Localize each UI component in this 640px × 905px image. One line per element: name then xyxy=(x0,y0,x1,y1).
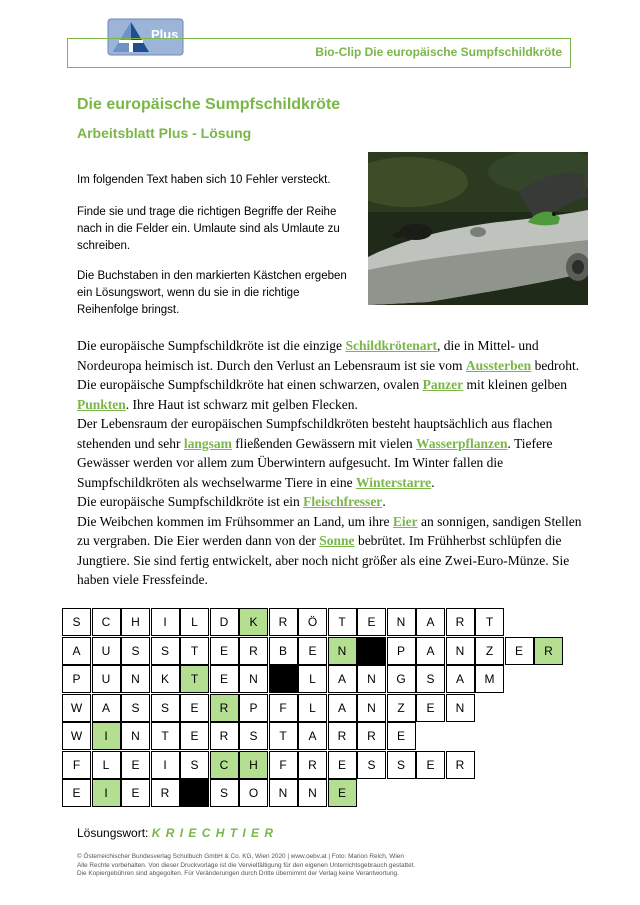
header-bar xyxy=(67,38,571,68)
grid-cell: A xyxy=(328,694,357,722)
grid-cell: R xyxy=(239,637,268,665)
grid-cell: I xyxy=(92,779,121,807)
grid-separator-cell xyxy=(180,779,209,807)
grid-cell: R xyxy=(357,722,386,750)
intro-paragraph-2: Finde sie und trage die richtigen Begriffe der Reihe nach in die Felder ein. Umlaute sind als Umlaute zu schreiben. xyxy=(77,206,340,252)
page-title: Die europäische Sumpfschildkröte xyxy=(77,96,341,113)
footer-line: © Österreichischer Bundesverlag Schulbuch GmbH & Co. KG, Wien 2020 | www.oebv.at | Foto: Marion Reich, Wien xyxy=(77,853,404,860)
story-segment: Die europäische Sumpfschildkröte ist ein xyxy=(77,494,304,509)
grid-cell: S xyxy=(180,751,209,779)
grid-cell: S xyxy=(121,694,150,722)
answer-word: Aussterben xyxy=(465,357,532,373)
grid-cell: C xyxy=(92,608,121,636)
turtle-frog-photo xyxy=(368,152,588,305)
answer-word: Sonne xyxy=(319,533,355,548)
solution-line xyxy=(77,826,274,840)
grid-cell: R xyxy=(534,637,563,665)
grid-cell: C xyxy=(210,751,239,779)
grid-cell: Ö xyxy=(298,608,327,636)
answer-word: langsam xyxy=(183,435,232,451)
grid-cell: S xyxy=(62,608,91,636)
grid-cell: S xyxy=(121,637,150,665)
grid-cell: H xyxy=(239,751,268,779)
grid-cell: A xyxy=(416,608,445,636)
grid-cell: P xyxy=(387,637,416,665)
answer-word: Wasserpflanzen xyxy=(415,435,508,451)
answer-word: Panzer xyxy=(422,377,464,392)
grid-cell: A xyxy=(328,665,357,693)
story-segment: bebrütet. Im Frühherbst schlüpfen die Jungtiere. Sie sind fertig entwickelt, aber noch nicht größer als eine Zwei-Euro-Münze. Sie haben viele Fressfeinde. xyxy=(77,533,570,587)
grid-cell: S xyxy=(416,665,445,693)
grid-cell: K xyxy=(151,665,180,693)
grid-cell: M xyxy=(475,665,504,693)
grid-cell: F xyxy=(269,751,298,779)
grid-cell: E xyxy=(210,637,239,665)
grid-cell: T xyxy=(180,637,209,665)
grid-cell: E xyxy=(357,608,386,636)
answer-word: Winterstarre xyxy=(355,474,432,490)
grid-cell: Z xyxy=(475,637,504,665)
grid-separator-cell xyxy=(357,637,386,665)
grid-cell: F xyxy=(269,694,298,722)
grid-cell: I xyxy=(151,608,180,636)
story-segment: an sonnigen, sandigen Stellen zu vergraben. Die Eier werden dann von der xyxy=(77,513,582,548)
grid-cell: F xyxy=(62,751,91,779)
grid-cell: E xyxy=(180,694,209,722)
logo-text: Plus xyxy=(151,27,179,42)
grid-cell: E xyxy=(62,779,91,807)
grid-cell: S xyxy=(151,637,180,665)
grid-cell: N xyxy=(446,637,475,665)
grid-cell: T xyxy=(475,608,504,636)
grid-cell: L xyxy=(92,751,121,779)
grid-cell: S xyxy=(357,751,386,779)
story-segment: Der Lebensraum der europäischen Sumpfschildkröten besteht hauptsächlich aus flachen stehenden und sehr xyxy=(77,416,553,451)
solution-label: Lösungswort: xyxy=(77,826,149,840)
grid-cell: R xyxy=(328,722,357,750)
grid-cell: P xyxy=(239,694,268,722)
story-segment: . xyxy=(382,494,386,509)
grid-cell: E xyxy=(328,779,357,807)
grid-cell: E xyxy=(416,694,445,722)
grid-cell: I xyxy=(92,722,121,750)
clip-title: Bio-Clip Die europäische Sumpfschildkröte xyxy=(315,45,562,59)
answer-word: Schildkrötenart xyxy=(345,338,437,353)
grid-cell: A xyxy=(298,722,327,750)
grid-cell: R xyxy=(151,779,180,807)
grid-cell: S xyxy=(151,694,180,722)
grid-cell: W xyxy=(62,722,91,750)
grid-cell: E xyxy=(416,751,445,779)
grid-cell: E xyxy=(328,751,357,779)
grid-cell: R xyxy=(210,694,239,722)
page-subtitle: Arbeitsblatt Plus - Lösung xyxy=(77,125,252,141)
grid-cell: N xyxy=(357,694,386,722)
grid-cell: G xyxy=(387,665,416,693)
grid-cell: S xyxy=(239,722,268,750)
solution-word: K R I E C H T I E R xyxy=(151,826,275,840)
grid-cell: E xyxy=(121,779,150,807)
grid-cell: L xyxy=(180,608,209,636)
grid-cell: N xyxy=(269,779,298,807)
grid-cell: A xyxy=(62,637,91,665)
grid-cell: Z xyxy=(387,694,416,722)
grid-cell: T xyxy=(328,608,357,636)
story-segment: fließenden Gewässern mit vielen xyxy=(231,435,416,451)
answer-word: Fleischfresser xyxy=(303,494,383,509)
grid-cell: T xyxy=(269,722,298,750)
grid-cell: W xyxy=(62,694,91,722)
story-text xyxy=(77,336,582,590)
grid-cell: O xyxy=(239,779,268,807)
grid-cell: T xyxy=(151,722,180,750)
grid-cell: E xyxy=(298,637,327,665)
intro-paragraph-1: Im folgenden Text haben sich 10 Fehler versteckt. xyxy=(77,174,331,186)
grid-cell: S xyxy=(210,779,239,807)
grid-cell: R xyxy=(446,751,475,779)
grid-cell: R xyxy=(269,608,298,636)
grid-cell: P xyxy=(62,665,91,693)
grid-cell: R xyxy=(210,722,239,750)
story-segment: . xyxy=(431,474,435,490)
grid-cell: D xyxy=(210,608,239,636)
grid-cell: E xyxy=(180,722,209,750)
story-segment: Die europäische Sumpfschildkröte ist die einzige xyxy=(77,338,346,353)
grid-cell: U xyxy=(92,637,121,665)
story-segment: , die in Mittel- und Nordeuropa heimisch ist. Durch den Verlust an Lebensraum ist sie vom xyxy=(77,338,539,373)
answer-word: Punkten xyxy=(77,396,126,412)
grid-separator-cell xyxy=(269,665,298,693)
grid-cell: A xyxy=(92,694,121,722)
story-segment: . Tiefere Gewässer werden vor allem zum Überwintern aufgesucht. Im Winter fallen die Sumpfschildkröten als wechselwarme Tiere in eine xyxy=(77,435,553,490)
grid-cell: N xyxy=(298,779,327,807)
grid-cell: N xyxy=(328,637,357,665)
grid-cell: N xyxy=(121,665,150,693)
story-segment: Die Weibchen kommen im Frühsommer an Land, um ihre xyxy=(77,513,393,529)
grid-cell: R xyxy=(298,751,327,779)
grid-cell: N xyxy=(446,694,475,722)
grid-cell: I xyxy=(151,751,180,779)
intro-paragraph-3: Die Buchstaben in den markierten Kästchen ergeben ein Lösungswort, wenn du sie in die richtige Reihenfolge bringst. xyxy=(77,270,347,316)
footer-line: Die Kopiergebühren sind abgegolten. Für Veränderungen durch Dritte übernimmt der Verlag keine Verantwortung. xyxy=(77,870,399,877)
copyright-footer xyxy=(77,853,437,879)
story-segment: bedroht. Die europäische Sumpfschildkröte hat einen schwarzen, ovalen xyxy=(77,357,580,392)
grid-cell: H xyxy=(121,608,150,636)
footer-line: Alle Rechte vorbehalten. Von dieser Druckvorlage ist die Vervielfältigung für den eigenen Unterrichtsgebrauch gestattet. xyxy=(77,861,416,869)
grid-cell: N xyxy=(357,665,386,693)
grid-cell: T xyxy=(180,665,209,693)
grid-cell: E xyxy=(210,665,239,693)
grid-cell: E xyxy=(121,751,150,779)
grid-cell: B xyxy=(269,637,298,665)
grid-cell: L xyxy=(298,665,327,693)
grid-cell: U xyxy=(92,665,121,693)
grid-cell: E xyxy=(505,637,534,665)
answer-word: Eier xyxy=(392,513,418,529)
grid-cell: N xyxy=(239,665,268,693)
grid-cell: N xyxy=(387,608,416,636)
grid-cell: N xyxy=(121,722,150,750)
grid-cell: K xyxy=(239,608,268,636)
story-segment: mit kleinen gelben xyxy=(463,377,567,392)
grid-cell: E xyxy=(387,722,416,750)
grid-cell: L xyxy=(298,694,327,722)
grid-cell: R xyxy=(446,608,475,636)
grid-cell: A xyxy=(416,637,445,665)
grid-cell: A xyxy=(446,665,475,693)
grid-cell: S xyxy=(387,751,416,779)
story-segment: . Ihre Haut ist schwarz mit gelben Flecken. xyxy=(125,396,358,412)
